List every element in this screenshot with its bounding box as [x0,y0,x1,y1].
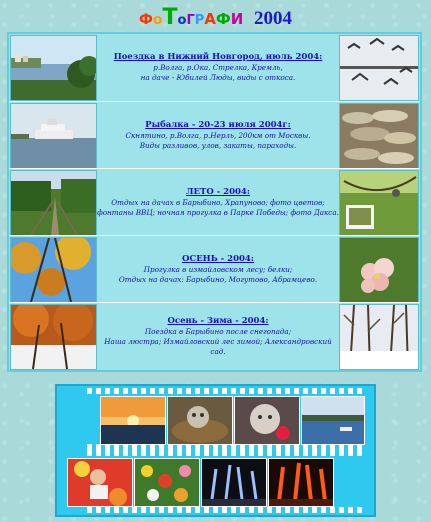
film-frame-kitten[interactable] [234,396,300,445]
album-thumbnail-left[interactable] [10,35,97,101]
title-letter: о [152,12,163,28]
album-thumbnail-left[interactable] [10,103,97,169]
album-details: Наша люстра; Измайловский лес зимой; Александровский сад. [104,337,332,356]
album-details: Отдых на дачах в Барыбино, Храпуново; фото цветов; [111,198,325,207]
album-description [97,169,339,236]
film-perforation [87,507,364,513]
album-details: Отдых на дачах: Барыбино, Могутово, Абрамцево. [118,275,318,284]
title-letter: Ф [139,12,153,28]
title-letter: А [204,10,216,28]
title-letter: Г [186,13,195,28]
album-thumbnail-left[interactable] [10,304,97,370]
album-description [97,34,339,101]
album-row [9,168,420,236]
photo-film-strip[interactable] [55,384,376,517]
page-title [0,6,431,33]
title-year: 2004 [253,8,292,29]
title-letter: И [230,10,244,28]
album-details: Прогулка в измайловском лесу; белки; [143,265,293,274]
title-letter: Р [194,13,205,28]
album-thumbnail-right[interactable] [339,304,419,370]
album-table [7,32,422,372]
album-details: на даче - Юбилей Люды, виды с откоса. [140,73,296,82]
album-row [9,101,420,169]
album-link[interactable]: Осень - Зима - 2004: [167,316,269,326]
album-link[interactable]: ОСЕНЬ - 2004: [182,254,254,264]
album-thumbnail-right[interactable] [339,35,419,101]
album-thumbnail-right[interactable] [339,170,419,236]
film-perforation [87,450,364,456]
film-frame-girl-flowers[interactable] [67,458,133,507]
album-description [97,236,339,303]
album-details: Виды разливов, улов, закаты, параходы. [139,141,297,150]
album-details: р.Волга, р.Ока, Стрелка, Кремль, [153,63,283,72]
album-thumbnail-right[interactable] [339,237,419,303]
album-link[interactable]: Рыбалка - 20-23 июля 2004г: [145,120,291,130]
film-frame-night-fountains[interactable] [201,458,267,507]
film-frame-flower-bed[interactable] [134,458,200,507]
album-link[interactable]: ЛЕТО - 2004: [186,187,250,197]
album-details: фонтаны ВВЦ; ночная прогулка в Парке Победы; фото Дакса. [97,208,339,217]
title-letter: Т [162,5,178,30]
album-row [9,34,420,101]
title-letter: Ф [215,10,231,28]
album-thumbnail-left[interactable] [10,237,97,303]
film-frame-cat-basket[interactable] [167,396,233,445]
album-description [97,102,339,169]
album-thumbnail-left[interactable] [10,170,97,236]
album-details: Скнятино, р.Волга, р.Нерль, 200км от Москвы. [125,131,311,140]
album-row [9,302,420,370]
film-frame-lake[interactable] [301,396,365,445]
title-letter: о [177,13,187,28]
album-row [9,235,420,303]
album-description [97,303,339,370]
film-frame-red-fountains[interactable] [268,458,334,507]
album-thumbnail-right[interactable] [339,103,419,169]
film-frame-sunset[interactable] [100,396,166,445]
film-perforation [87,388,364,394]
album-details: Поездка в Барыбино после снегопада; [144,327,292,336]
album-link[interactable]: Поездка в Нижний Новгород, июль 2004: [113,52,323,62]
